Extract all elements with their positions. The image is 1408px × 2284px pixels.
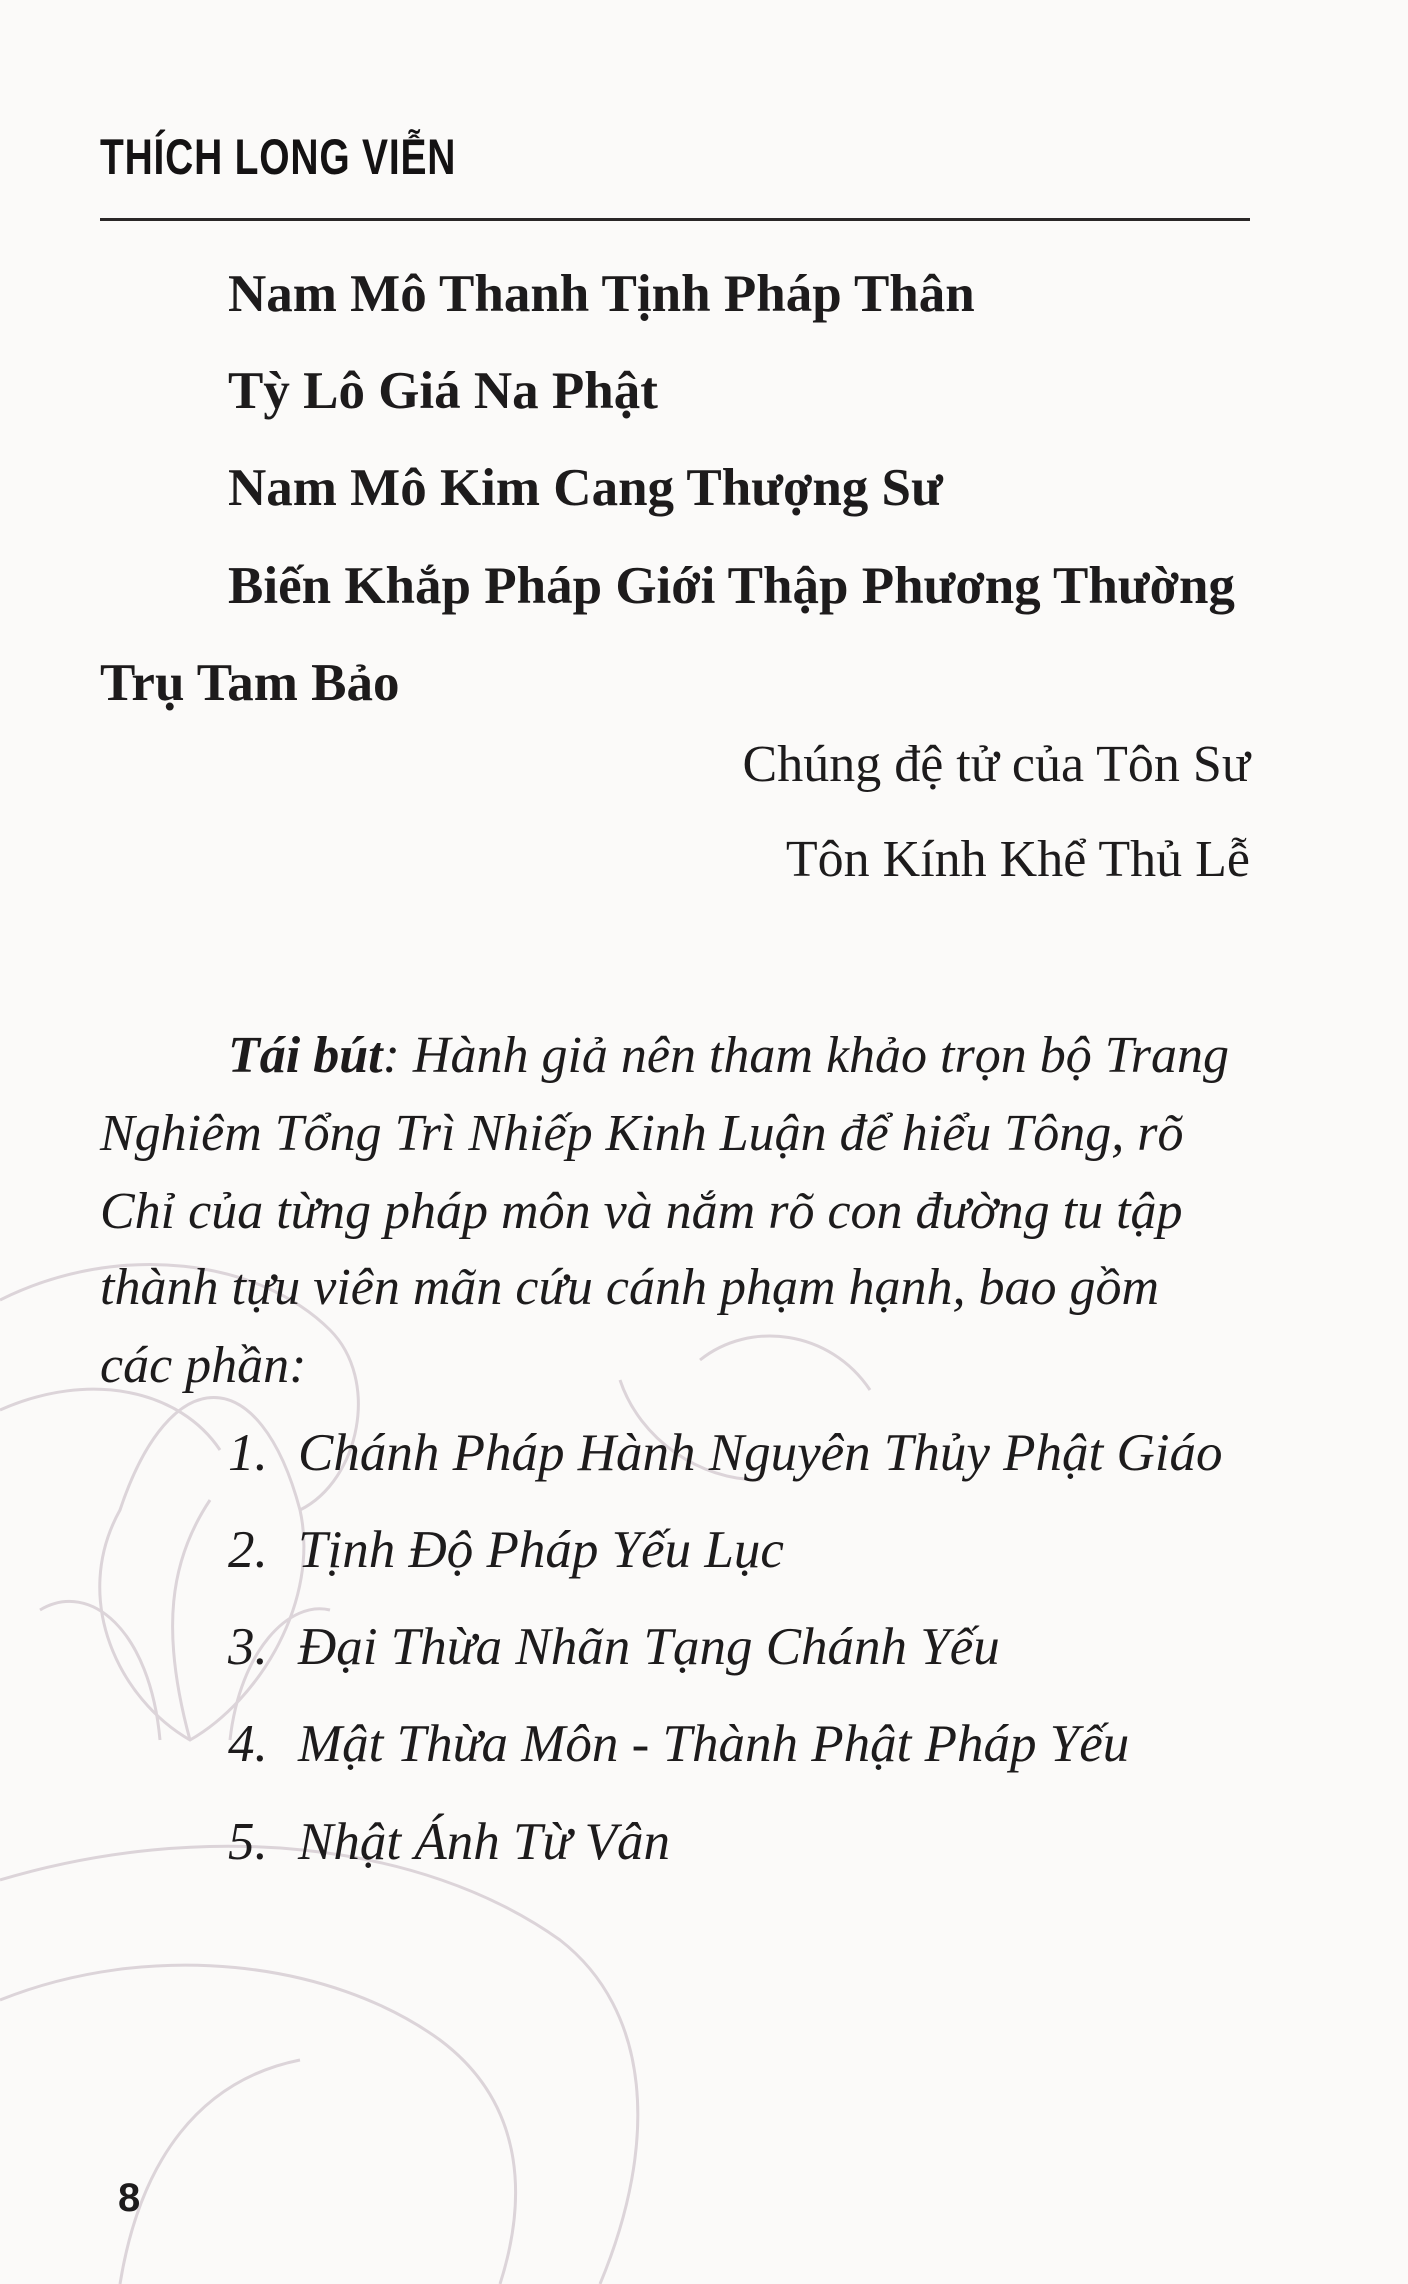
header-author-title: THÍCH LONG VIỄN — [100, 129, 457, 185]
works-list-number: 2. — [228, 1521, 268, 1579]
invocation-line-5: Trụ Tam Bảo — [100, 654, 400, 712]
invocation-line-1: Nam Mô Thanh Tịnh Pháp Thân — [228, 265, 975, 323]
works-list-item-4 — [228, 1714, 1129, 1774]
postscript-line-2: Nghiêm Tổng Trì Nhiếp Kinh Luận để hiểu Tông, rõ — [100, 1105, 1184, 1162]
signature-line-1: Chúng đệ tử của Tôn Sư — [742, 736, 1250, 793]
works-list-item-3 — [228, 1617, 1000, 1677]
invocation-line-4: Biến Khắp Pháp Giới Thập Phương Thường — [228, 557, 1235, 615]
works-list-number: 4. — [228, 1715, 268, 1773]
works-list-item-1 — [228, 1423, 1223, 1483]
header-divider — [100, 218, 1250, 221]
postscript-line-1 — [228, 1027, 1250, 1084]
invocation-line-3: Nam Mô Kim Cang Thượng Sư — [228, 459, 943, 517]
works-list-title: Nhật Ánh Từ Vân — [298, 1813, 670, 1871]
postscript-label: Tái bút — [228, 1027, 383, 1084]
page-number: 8 — [118, 2176, 141, 2220]
postscript-line-3: Chỉ của từng pháp môn và nắm rõ con đường tu tập — [100, 1183, 1183, 1240]
works-list-item-2 — [228, 1520, 784, 1580]
works-list-item-5 — [228, 1812, 670, 1872]
works-list-number: 3. — [228, 1618, 268, 1676]
postscript-line-1-text: : Hành giả nên tham khảo trọn bộ Trang — [382, 1027, 1230, 1084]
postscript-line-5: các phần: — [100, 1337, 307, 1394]
works-list-number: 1. — [228, 1424, 268, 1482]
works-list-title: Mật Thừa Môn - Thành Phật Pháp Yếu — [298, 1715, 1130, 1773]
postscript-line-4: thành tựu viên mãn cứu cánh phạm hạnh, bao gồm — [100, 1259, 1160, 1316]
works-list-title: Chánh Pháp Hành Nguyên Thủy Phật Giáo — [298, 1424, 1223, 1482]
works-list-number: 5. — [228, 1813, 268, 1871]
signature-line-2: Tôn Kính Khể Thủ Lễ — [785, 831, 1250, 888]
works-list-title: Tịnh Độ Pháp Yếu Lục — [298, 1521, 784, 1579]
invocation-line-2: Tỳ Lô Giá Na Phật — [228, 362, 658, 420]
works-list-title: Đại Thừa Nhãn Tạng Chánh Yếu — [298, 1618, 1000, 1676]
